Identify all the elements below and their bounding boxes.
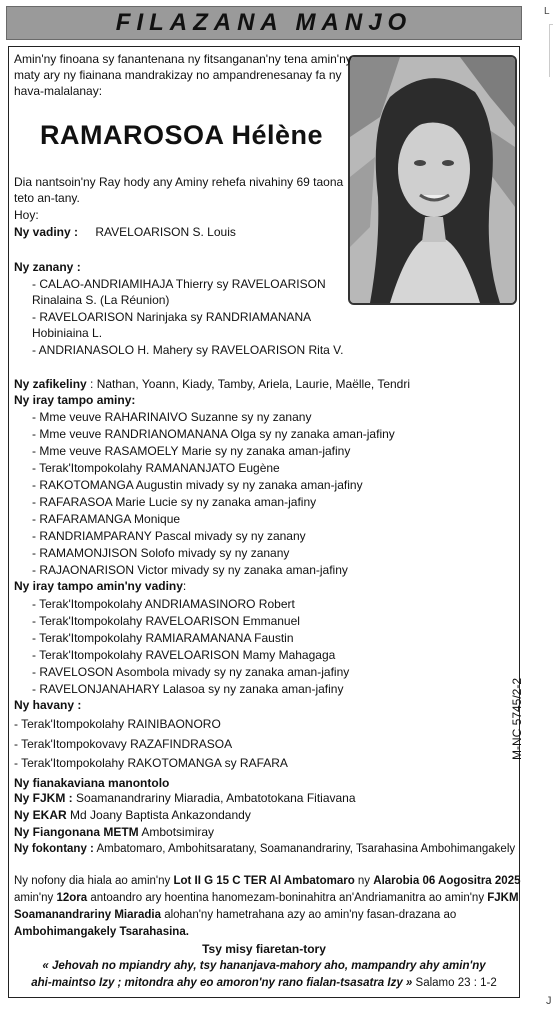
- sibling-item: - Terak'Itompokolahy RAMANANJATO Eugène: [32, 461, 280, 475]
- sibling-item: - RAFARASOA Marie Lucie sy ny zanaka aman-jafiny: [32, 495, 317, 509]
- spouse-sibling-item: - Terak'Itompokolahy ANDRIAMASINORO Robert: [32, 597, 295, 611]
- burial-line-2: amin'ny 12ora antoandro ary hoentina hanomezam-boninahitra an'Andriamanitra ao amin'ny FJKM: [14, 892, 519, 904]
- sibling-item: - RAJAONARISON Victor mivady sy ny zanaka aman-jafiny: [32, 563, 348, 577]
- portrait-image: [350, 57, 515, 303]
- metm-entry: [14, 824, 214, 840]
- closing-verse-2: [12, 975, 516, 991]
- spouse-siblings-heading: Ny iray tampo amin'ny vadiny:: [14, 579, 187, 593]
- death-line-3: Hoy:: [14, 208, 39, 222]
- siblings-label: Ny iray tampo aminy:: [14, 393, 136, 407]
- deceased-name: RAMAROSOA Hélène: [40, 120, 324, 150]
- edge-fragment-bottom: J: [546, 995, 552, 1007]
- fokontany-label: Ny fokontany :: [14, 843, 94, 855]
- edge-fragment: L: [544, 6, 550, 17]
- intro-line-3: hava-malalanay:: [14, 84, 103, 98]
- sibling-item: - RAMAMONJISON Solofo mivady sy ny zanany: [32, 546, 290, 560]
- children-line-3: - RAVELOARISON Narinjaka sy RANDRIAMANANA: [32, 310, 312, 324]
- spouse-label: Ny vadiny :: [14, 225, 79, 239]
- intro-line-1: Amin'ny finoana sy fanantenana ny fitsanganan'ny tena amin'ny: [14, 52, 352, 66]
- fjkm-entry: [14, 790, 356, 806]
- community-label: Ny fianakaviana manontolo: [14, 776, 170, 790]
- metm-label: Ny Fiangonana METM: [14, 825, 139, 839]
- spouse-sibling-item: - Terak'Itompokolahy RAVELOARISON Emmanuel: [32, 614, 300, 628]
- ekar-label: Ny EKAR: [14, 808, 67, 822]
- relatives-label: Ny havany :: [14, 698, 82, 712]
- verse-text: ahi-maintso Izy ; mitondra ahy eo amoron'ny rano fialan-tsasatra Izy »: [31, 977, 413, 989]
- sibling-item: - RAKOTOMANGA Augustin mivady sy ny zanaka aman-jafiny: [32, 478, 363, 492]
- relative-item: - Terak'Itompokolahy RAKOTOMANGA sy RAFARA: [14, 756, 288, 770]
- fjkm-label: Ny FJKM :: [14, 791, 73, 805]
- verse-reference: Salamo 23 : 1-2: [412, 977, 497, 989]
- fokontany-value: Ambatomaro, Ambohitsaratany, Soamanandrariny, Tsarahasina Ambohimangakely: [96, 843, 516, 855]
- death-line-1: Dia nantsoin'ny Ray hody any Aminy rehefa nivahiny 69 taona: [14, 175, 344, 189]
- sibling-item: - Mme veuve RAHARINAIVO Suzanne sy ny zanany: [32, 410, 312, 424]
- edge-border-fragment: [549, 24, 553, 77]
- fjkm-value: Soamanandrariny Miaradia, Ambatotokana Fitiavana: [76, 791, 356, 805]
- reference-code: M-NC 5745/2-2: [510, 677, 524, 760]
- spouse-name: RAVELOARISON S. Louis: [95, 225, 236, 239]
- grandchildren-entry: [14, 376, 410, 392]
- sibling-item: - Mme veuve RANDRIANOMANANA Olga sy ny zanaka aman-jafiny: [32, 427, 395, 441]
- ekar-entry: [14, 807, 251, 823]
- announcement-header: [6, 6, 522, 40]
- sibling-item: - RANDRIAMPARANY Pascal mivady sy ny zanany: [32, 529, 306, 543]
- spouse-sibling-item: - RAVELONJANAHARY Lalasoa sy ny zanaka aman-jafiny: [32, 682, 344, 696]
- spouse-entry: [14, 224, 236, 240]
- grandchildren-names: : Nathan, Yoann, Kiady, Tamby, Ariela, Laurie, Maëlle, Tendri: [90, 377, 411, 391]
- sibling-item: - RAFARAMANGA Monique: [32, 512, 181, 526]
- burial-line-4: Ambohimangakely Tsarahasina.: [14, 926, 189, 938]
- spouse-sibling-item: - Terak'Itompokolahy RAVELOARISON Mamy Mahagaga: [32, 648, 336, 662]
- metm-value: Ambotsimiray: [141, 825, 215, 839]
- closing-verse-1: « Jehovah no mpiandry ahy, tsy hananjava-mahory aho, mampandry ahy amin'ny: [42, 960, 486, 972]
- sibling-item: - Mme veuve RASAMOELY Marie sy ny zanaka aman-jafiny: [32, 444, 351, 458]
- closing-title: Tsy misy fiaretan-tory: [202, 942, 326, 956]
- children-line-2: Rinalaina S. (La Réunion): [32, 293, 170, 307]
- ekar-value: Md Joany Baptista Ankazondandy: [70, 808, 251, 822]
- deceased-portrait: [348, 55, 517, 305]
- children-label: Ny zanany :: [14, 260, 81, 274]
- children-line-5: - ANDRIANASOLO H. Mahery sy RAVELOARISON Rita V.: [32, 343, 344, 357]
- children-line-4: Hobiniaina L.: [32, 326, 103, 340]
- spouse-sibling-item: - RAVELOSON Asombola mivady sy ny zanaka aman-jafiny: [32, 665, 350, 679]
- burial-line-1: Ny nofony dia hiala ao amin'ny Lot II G 15 C TER Al Ambatomaro ny Alarobia 06 Aogositra 2025: [14, 875, 521, 887]
- grandchildren-label: Ny zafikeliny: [14, 377, 87, 391]
- intro-line-2: maty ary ny fiainana mandrakizay no ampandrenesanay fa ny: [14, 68, 342, 82]
- burial-line-3: Soamanandrariny Miaradia alohan'ny hametrahana azy ao amin'ny fasan-drazana ao: [14, 909, 457, 921]
- header-title: FILAZANA MANJO: [115, 9, 413, 36]
- spouse-sibling-item: - Terak'Itompokolahy RAMIARAMANANA Faustin: [32, 631, 294, 645]
- death-line-2: teto an-tany.: [14, 191, 80, 205]
- children-line-1: - CALAO-ANDRIAMIHAJA Thierry sy RAVELOARISON: [32, 277, 326, 291]
- relative-item: - Terak'Itompokovavy RAZAFINDRASOA: [14, 737, 233, 751]
- fokontany-entry: [14, 841, 515, 857]
- spouse-siblings-label: Ny iray tampo amin'ny vadiny: [14, 579, 183, 593]
- relative-item: - Terak'Itompokolahy RAINIBAONORO: [14, 717, 221, 731]
